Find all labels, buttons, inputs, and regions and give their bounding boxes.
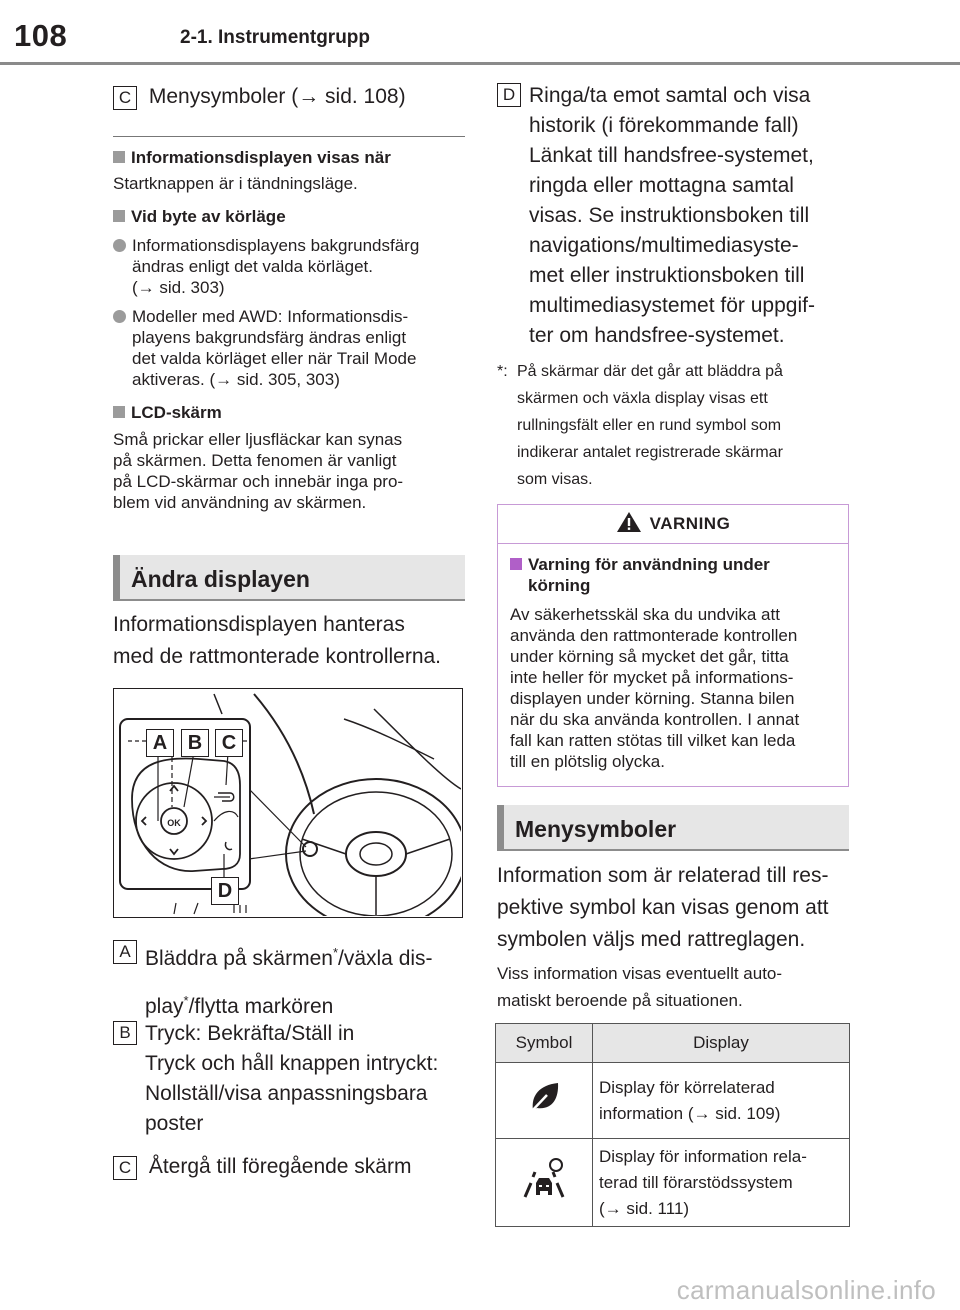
item-c-back-text: Återgå till föregående skärm: [148, 1155, 412, 1178]
square-bullet-icon: [113, 210, 125, 222]
item-d: [497, 81, 815, 351]
lcd-text-line: på skärmen. Detta fenomen är vanligt: [113, 451, 397, 470]
bullet-1: [113, 235, 468, 298]
warning-text-line: under körning så mycket det går, titta: [510, 647, 789, 666]
item-d-line: historik (i förekommande fall): [529, 114, 799, 137]
item-b-line: Tryck och håll knappen intryckt:: [145, 1052, 439, 1075]
label-box-c: C: [113, 1156, 137, 1180]
menu-symbols-note: [497, 960, 782, 1014]
page-number: 108: [14, 18, 68, 53]
menu-symbols-intro: [497, 860, 829, 956]
note-line: Viss information visas eventuellt auto-: [497, 964, 783, 983]
bullet-2-line: det valda körläget eller när Trail Mode: [132, 349, 417, 368]
footnote-line: som visas.: [517, 471, 593, 488]
lcd-text-line: Små prickar eller ljusfläckar kan synas: [113, 430, 403, 449]
lcd-text: [113, 429, 468, 513]
label-box-a: A: [113, 940, 137, 964]
column-header-display: Display: [593, 1024, 850, 1063]
footnote-mark: *:: [497, 363, 508, 380]
display-line: information (→ sid. 109): [599, 1103, 781, 1123]
item-c-text: Menysymboler (→ sid. 108): [148, 85, 406, 108]
bullet-1-line: (→ sid. 303): [132, 278, 225, 297]
section-heading-menu-symbols: Menysymboler: [497, 805, 849, 851]
item-a: [113, 938, 433, 1028]
footnote-line: skärmen och växla display visas ett: [517, 390, 768, 407]
bullet-1-line: ändras enligt det valda körläget.: [132, 257, 373, 276]
item-d-line: Länkat till handsfree-systemet,: [529, 144, 814, 167]
info-notes: [113, 147, 468, 513]
info-heading: Informationsdisplayen visas när: [131, 148, 391, 167]
square-bullet-icon: [113, 151, 125, 163]
square-bullet-icon: [510, 558, 522, 570]
warning-triangle-icon: [616, 511, 642, 533]
item-c-back: [113, 1152, 411, 1182]
display-line: (→ sid. 111): [599, 1198, 690, 1218]
warning-header: [498, 505, 848, 544]
item-b-line: Tryck: Bekräfta/Ställ in: [145, 1022, 355, 1045]
item-b-line: Nollställ/visa anpassningsbara: [145, 1082, 428, 1105]
item-d-line: ter om handsfree-systemet.: [529, 324, 785, 347]
figure-label-c: C: [215, 729, 243, 757]
lcd-text-line: på LCD-skärmar och innebär inga pro-: [113, 472, 404, 491]
info-text: Startknappen är i tändningsläge.: [113, 174, 358, 193]
footnote: [497, 358, 847, 493]
bullet-2: [113, 306, 468, 390]
column-header-symbol: Symbol: [496, 1024, 593, 1063]
item-a-line: play*/flytta markören: [145, 993, 334, 1018]
warning-text-line: fall kan ratten stötas till vilket kan leda: [510, 731, 796, 750]
bullet-1-line: Informationsdisplayens bakgrundsfärg: [132, 236, 420, 255]
item-d-line: visas. Se instruktionsboken till: [529, 204, 810, 227]
warning-subheading-line: Varning för användning under: [528, 555, 770, 574]
square-bullet-icon: [113, 406, 125, 418]
bullet-2-line: Modeller med AWD: Informationsdis-: [132, 307, 409, 326]
footnote-line: rullningsfält eller en rund symbol som: [517, 417, 782, 434]
bullet-2-line: playens bakgrundsfärg ändras enligt: [132, 328, 407, 347]
header-rule: [0, 62, 960, 65]
display-line: Display för information rela-: [599, 1146, 807, 1166]
display-cell: [593, 1139, 850, 1227]
label-box-c: C: [113, 86, 137, 110]
item-d-line: ringda eller mottagna samtal: [529, 174, 794, 197]
symbol-cell: [496, 1063, 593, 1139]
divider: [113, 136, 465, 137]
warning-text-line: inte heller för mycket på informations-: [510, 668, 794, 687]
item-d-line: met eller instruktionsboken till: [529, 264, 805, 287]
display-cell: [593, 1063, 850, 1139]
display-line: terad till förarstödssystem: [599, 1172, 793, 1192]
section-title: 2-1. Instrumentgrupp: [180, 27, 371, 48]
table-header-row: [496, 1024, 850, 1063]
watermark: carmanualsonline.info: [676, 1275, 936, 1305]
bullet-2-line: aktiveras. (→ sid. 305, 303): [132, 370, 340, 389]
warning-box: [497, 504, 849, 787]
steering-control-figure: [113, 688, 463, 918]
item-d-line: navigations/multimediasyste-: [529, 234, 799, 257]
table-row: [496, 1139, 850, 1227]
label-box-b: B: [113, 1021, 137, 1045]
ok-button-label: OK: [167, 818, 181, 828]
symbol-cell: [496, 1139, 593, 1227]
warning-text-line: displayen under körning. Stanna bilen: [510, 689, 795, 708]
symbol-table: [495, 1023, 850, 1227]
lcd-heading: LCD-skärm: [131, 403, 222, 422]
footnote-line: indikerar antalet registrerade skärmar: [517, 444, 783, 461]
warning-text: [510, 604, 836, 772]
circle-bullet-icon: [113, 239, 126, 252]
display-line: Display för körrelaterad: [599, 1077, 775, 1097]
warning-text-line: när du ska använda kontrollen. I annat: [510, 710, 800, 729]
driver-assist-icon: [520, 1157, 568, 1201]
circle-bullet-icon: [113, 310, 126, 323]
warning-text-line: använda den rattmonterade kontrollen: [510, 626, 798, 645]
item-a-line: Bläddra på skärmen*/växla dis-: [145, 945, 433, 970]
lcd-text-line: blem vid användning av skärmen.: [113, 493, 367, 512]
section-heading-change-display: Ändra displayen: [113, 555, 465, 601]
footnote-line: På skärmar där det går att bläddra på: [517, 363, 783, 380]
warning-text-line: till en plötslig olycka.: [510, 752, 665, 771]
figure-label-a: A: [146, 729, 174, 757]
item-d-line: multimediasystemet för uppgif-: [529, 294, 815, 317]
change-display-intro: [113, 609, 441, 673]
warning-text-line: Av säkerhetsskäl ska du undvika att: [510, 605, 780, 624]
warning-subheading-line: körning: [528, 576, 591, 595]
item-c-menu-symbols: [113, 82, 406, 112]
mode-heading: Vid byte av körläge: [131, 207, 286, 226]
intro-line: Information som är relaterad till res-: [497, 864, 829, 887]
intro-line: Informationsdisplayen hanteras: [113, 613, 405, 636]
label-box-d: D: [497, 83, 521, 107]
item-d-line: Ringa/ta emot samtal och visa: [529, 84, 811, 107]
steering-wheel-illustration: [114, 689, 461, 916]
note-line: matiskt beroende på situationen.: [497, 991, 743, 1010]
warning-title: VARNING: [649, 514, 731, 533]
item-b-line: poster: [145, 1112, 204, 1135]
intro-line: med de rattmonterade kontrollerna.: [113, 645, 442, 668]
intro-line: pektive symbol kan visas genom att: [497, 896, 829, 919]
item-b: [113, 1019, 438, 1139]
figure-label-d: D: [211, 877, 239, 905]
figure-label-b: B: [181, 729, 209, 757]
leaf-icon: [527, 1080, 561, 1114]
table-row: [496, 1063, 850, 1139]
intro-line: symbolen väljs med rattreglagen.: [497, 928, 806, 951]
